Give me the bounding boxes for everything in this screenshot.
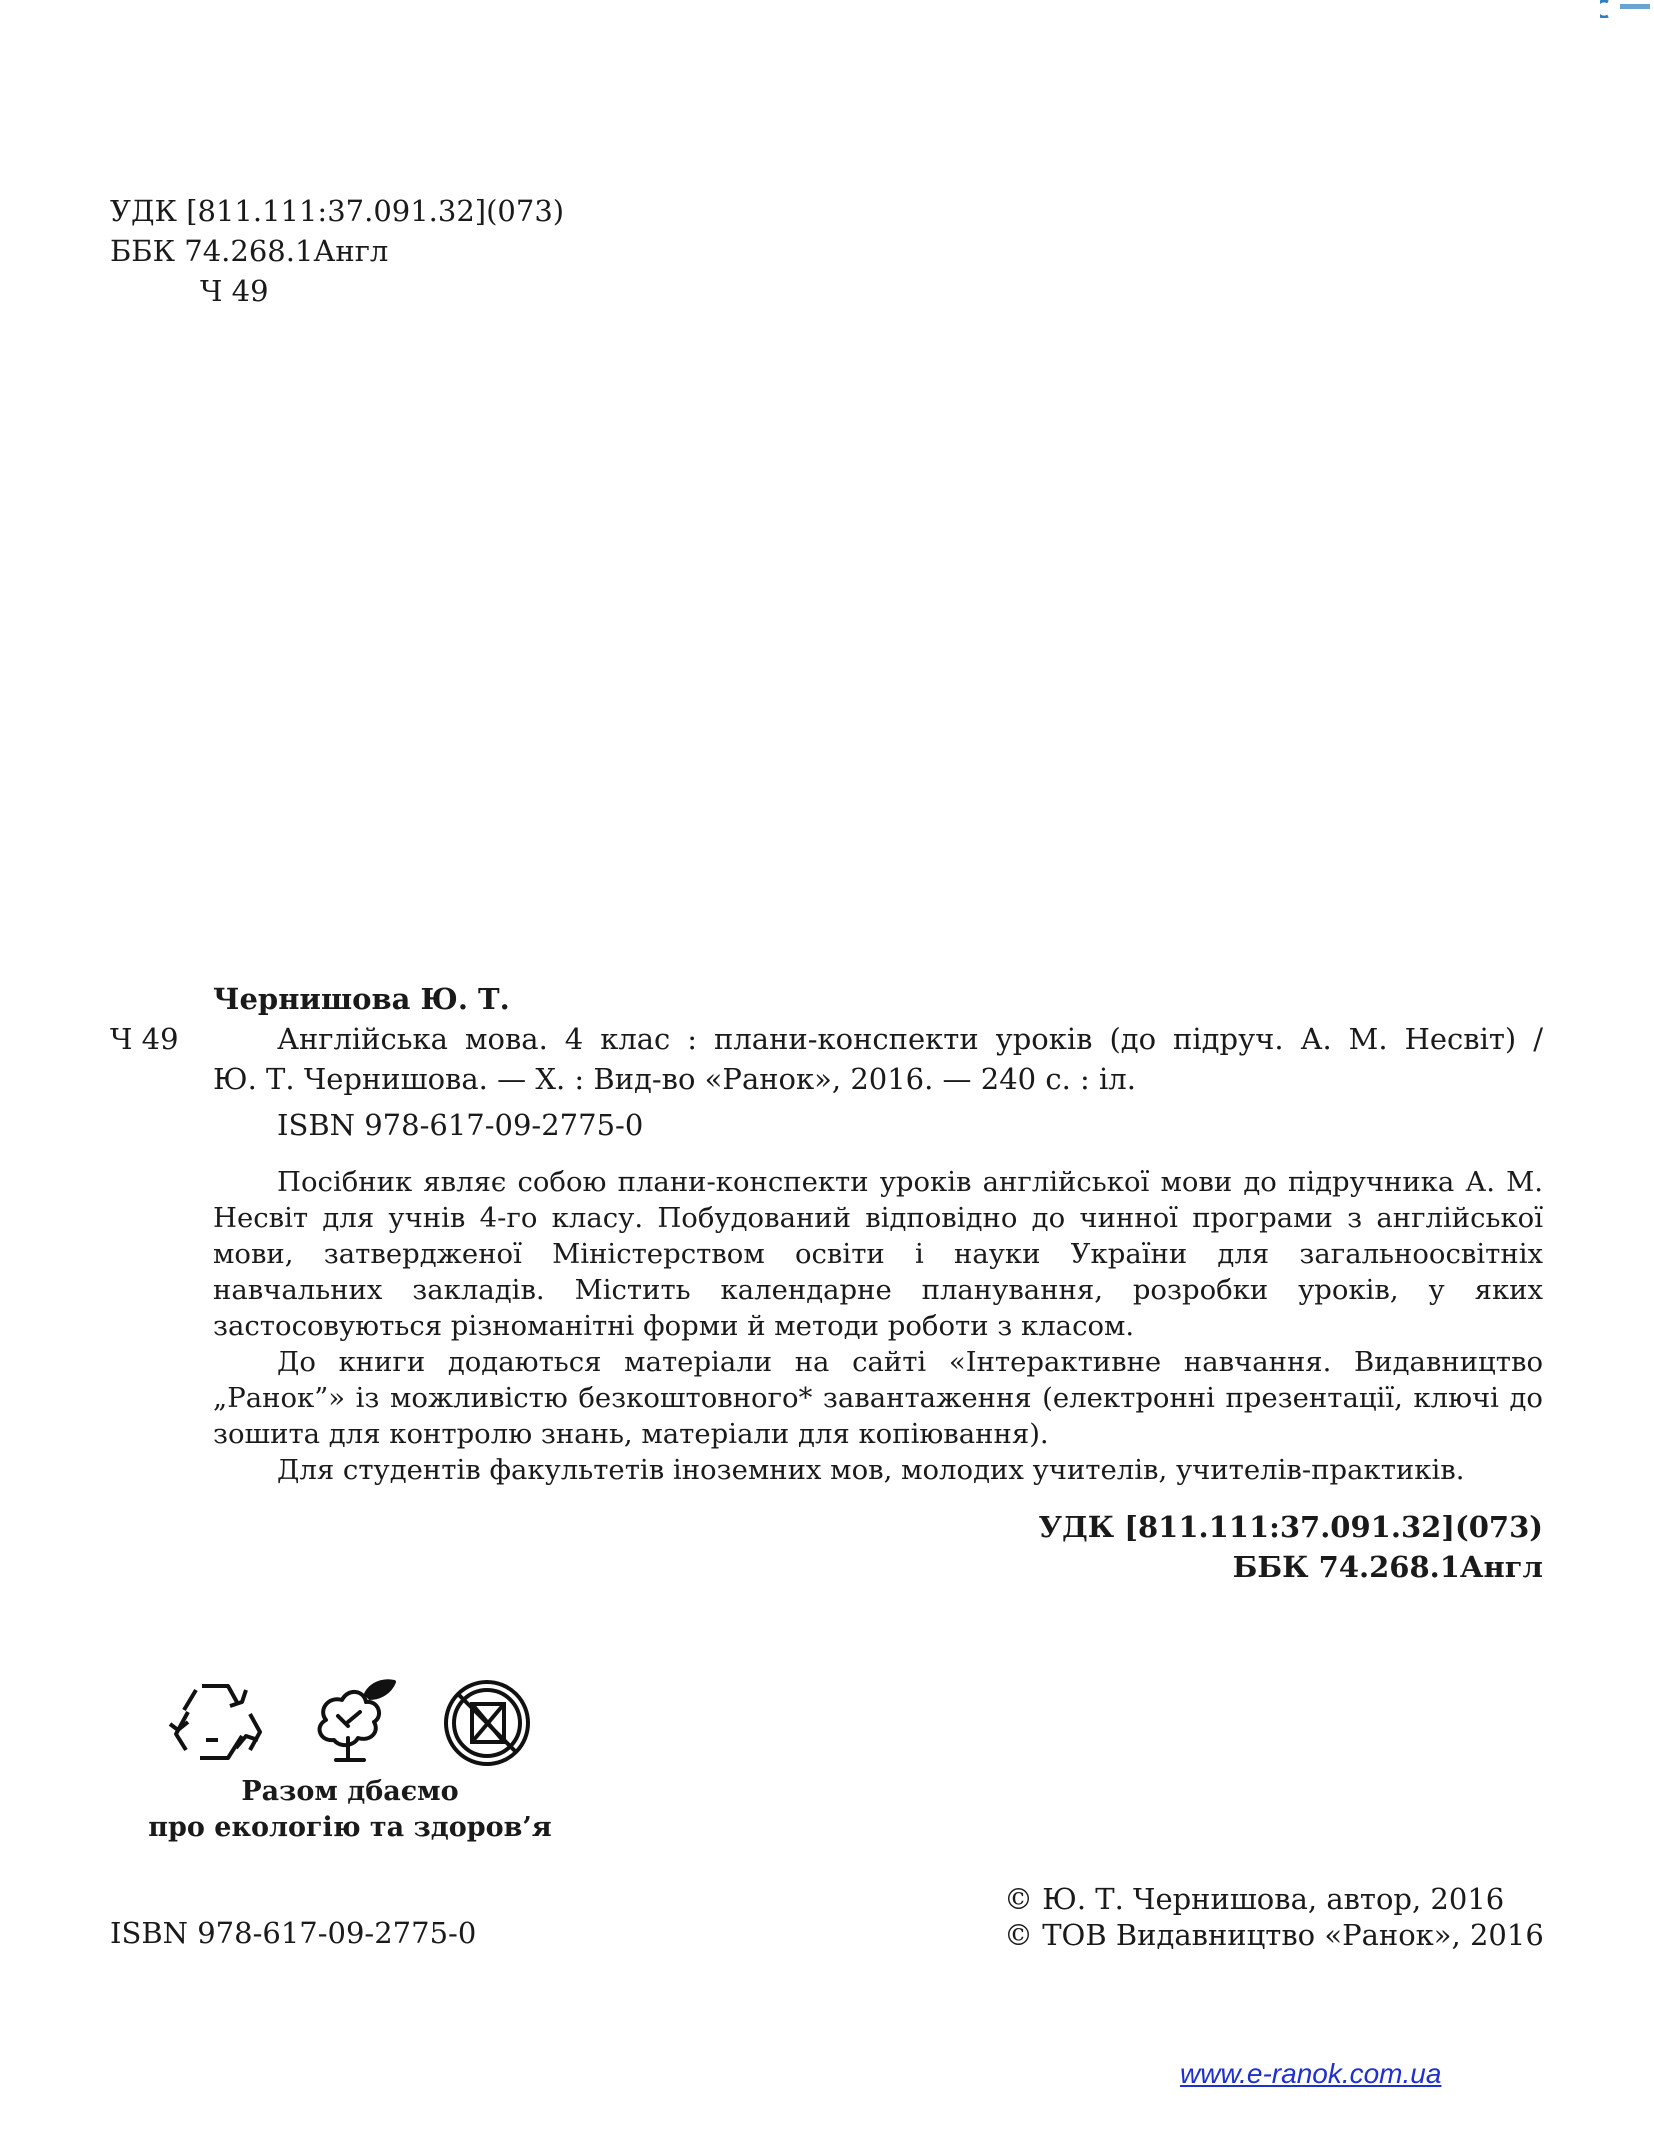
tree-icon xyxy=(308,1676,396,1768)
header-udk: УДК [811.111:37.091.32](073) xyxy=(110,194,565,228)
catalog-title-line1: Англійська мова. 4 клас : плани-конспекти уроків (до підруч. А. М. Несвіт) / xyxy=(277,1022,1543,1056)
website-link[interactable]: www.e-ranok.com.ua xyxy=(1180,2058,1442,2089)
catalog-author: Чернишова Ю. Т. xyxy=(213,982,510,1016)
eco-caption-line2: про екологію та здоров’я xyxy=(148,1812,552,1843)
header-code: Ч 49 xyxy=(200,274,269,308)
classification-bbk: ББК 74.268.1Англ xyxy=(1232,1550,1543,1584)
header-bbk: ББК 74.268.1Англ xyxy=(110,234,389,268)
annotation-paragraph-3: Для студентів факультетів іноземних мов, молодих учителів, учителів-практиків. xyxy=(277,1454,1465,1486)
catalog-code: Ч 49 xyxy=(110,1022,179,1056)
annotation-paragraph-2: До книги додаються матеріали на сайті «Інтерактивне навчання. Видавництво „Ранок”» із можливістю безкоштовного* завантаження (електронні презентації, ключі до зошита для контролю знань, матеріали для копіювання). xyxy=(213,1346,1543,1450)
catalog-title-line2: Ю. Т. Чернишова. — Х. : Вид-во «Ранок», 2016. — 240 с. : іл. xyxy=(213,1062,1136,1096)
footer-copyright-publisher: © ТОВ Видавництво «Ранок», 2016 xyxy=(1004,1918,1544,1952)
catalog-isbn: ISBN 978-617-09-2775-0 xyxy=(277,1108,644,1142)
classification-udk: УДК [811.111:37.091.32](073) xyxy=(1038,1510,1543,1544)
annotation-paragraph-1: Посібник являє собою плани-конспекти уроків англійської мови до підручника А. М. Несвіт для учнів 4-го класу. Побудований відповідно до чинної програми з англійської мови, затвердженої Міністерством освіти і науки України для загальноосвітніх навчальних закладів. Містить календарне планування, розробки уроків, у яких застосовуються різноманітні форми й методи роботи з класом. xyxy=(213,1166,1543,1342)
footer-isbn: ISBN 978-617-09-2775-0 xyxy=(110,1916,477,1950)
recycle-icon xyxy=(166,1678,264,1766)
corner-logo-icon xyxy=(1600,0,1654,18)
no-plastic-icon xyxy=(442,1678,532,1768)
footer-copyright-author: © Ю. Т. Чернишова, автор, 2016 xyxy=(1004,1882,1505,1916)
eco-caption-line1: Разом дбаємо xyxy=(241,1776,459,1807)
